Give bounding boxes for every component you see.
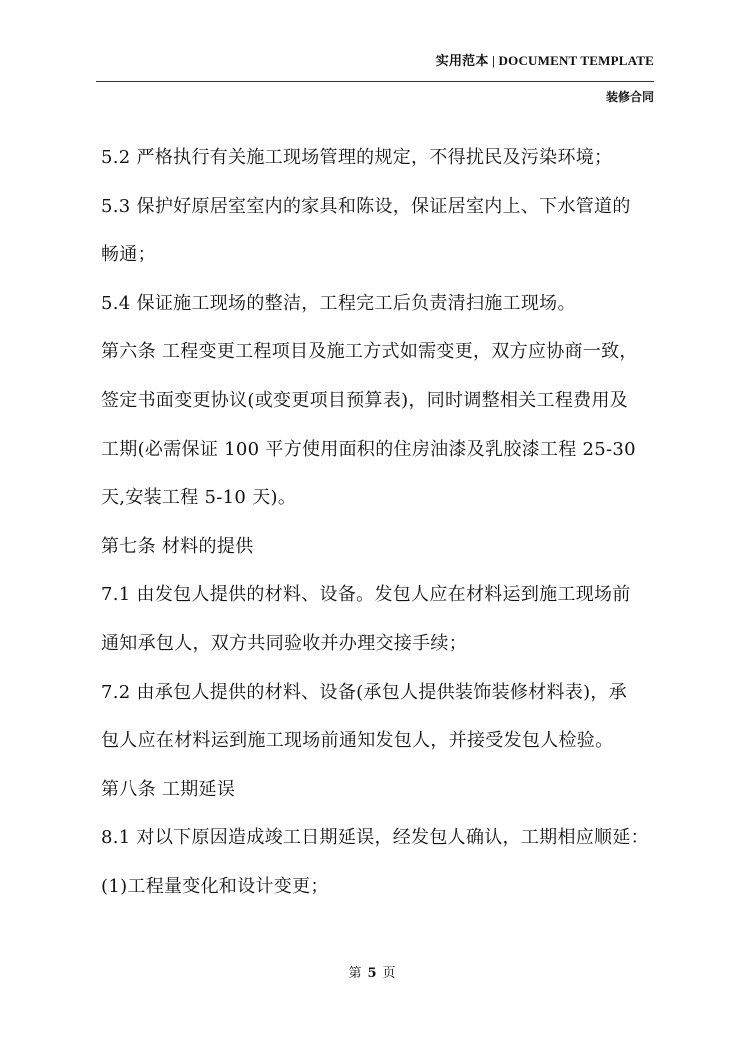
page-footer xyxy=(0,962,744,981)
body-line: 8.1 对以下原因造成竣工日期延误，经发包人确认，工期相应顺延： xyxy=(101,827,649,849)
body-line: 第六条 工程变更工程项目及施工方式如需变更，双方应协商一致， xyxy=(101,341,638,363)
body-line: 7.1 由发包人提供的材料、设备。发包人应在材料运到施工现场前 xyxy=(101,584,631,606)
document-header-subtitle: 装修合同 xyxy=(605,90,654,104)
body-line: 畅通； xyxy=(101,244,156,266)
body-line: 工期(必需保证 100 平方使用面积的住房油漆及乳胶漆工程 25-30 xyxy=(101,438,636,460)
body-line: 包人应在材料运到施工现场前通知发包人，并接受发包人检验。 xyxy=(101,730,614,752)
page-number: 5 xyxy=(367,966,377,981)
page-label-suffix: 页 xyxy=(382,966,396,981)
body-line: 通知承包人，双方共同验收并办理交接手续； xyxy=(101,632,467,654)
body-line: 签定书面变更协议(或变更项目预算表)，同时调整相关工程费用及 xyxy=(101,389,629,411)
body-line: 5.4 保证施工现场的整洁，工程完工后负责清扫施工现场。 xyxy=(101,292,576,314)
document-body xyxy=(101,140,661,918)
body-line: 5.3 保护好原居室室内的家具和陈设，保证居室内上、下水管道的 xyxy=(101,195,631,217)
body-line: 第七条 材料的提供 xyxy=(101,535,254,557)
page-label-prefix: 第 xyxy=(348,966,362,981)
body-line: (1)工程量变化和设计变更； xyxy=(101,875,329,897)
body-line: 5.2 严格执行有关施工现场管理的规定，不得扰民及污染环境； xyxy=(101,147,613,168)
body-line: 第八条 工期延误 xyxy=(101,778,236,800)
body-line: 天,安装工程 5-10 天)。 xyxy=(101,487,297,509)
document-header-title: 实用范本 | DOCUMENT TEMPLATE xyxy=(435,53,654,68)
header-divider xyxy=(96,81,654,82)
body-line: 7.2 由承包人提供的材料、设备(承包人提供装饰装修材料表)，承 xyxy=(101,681,627,703)
